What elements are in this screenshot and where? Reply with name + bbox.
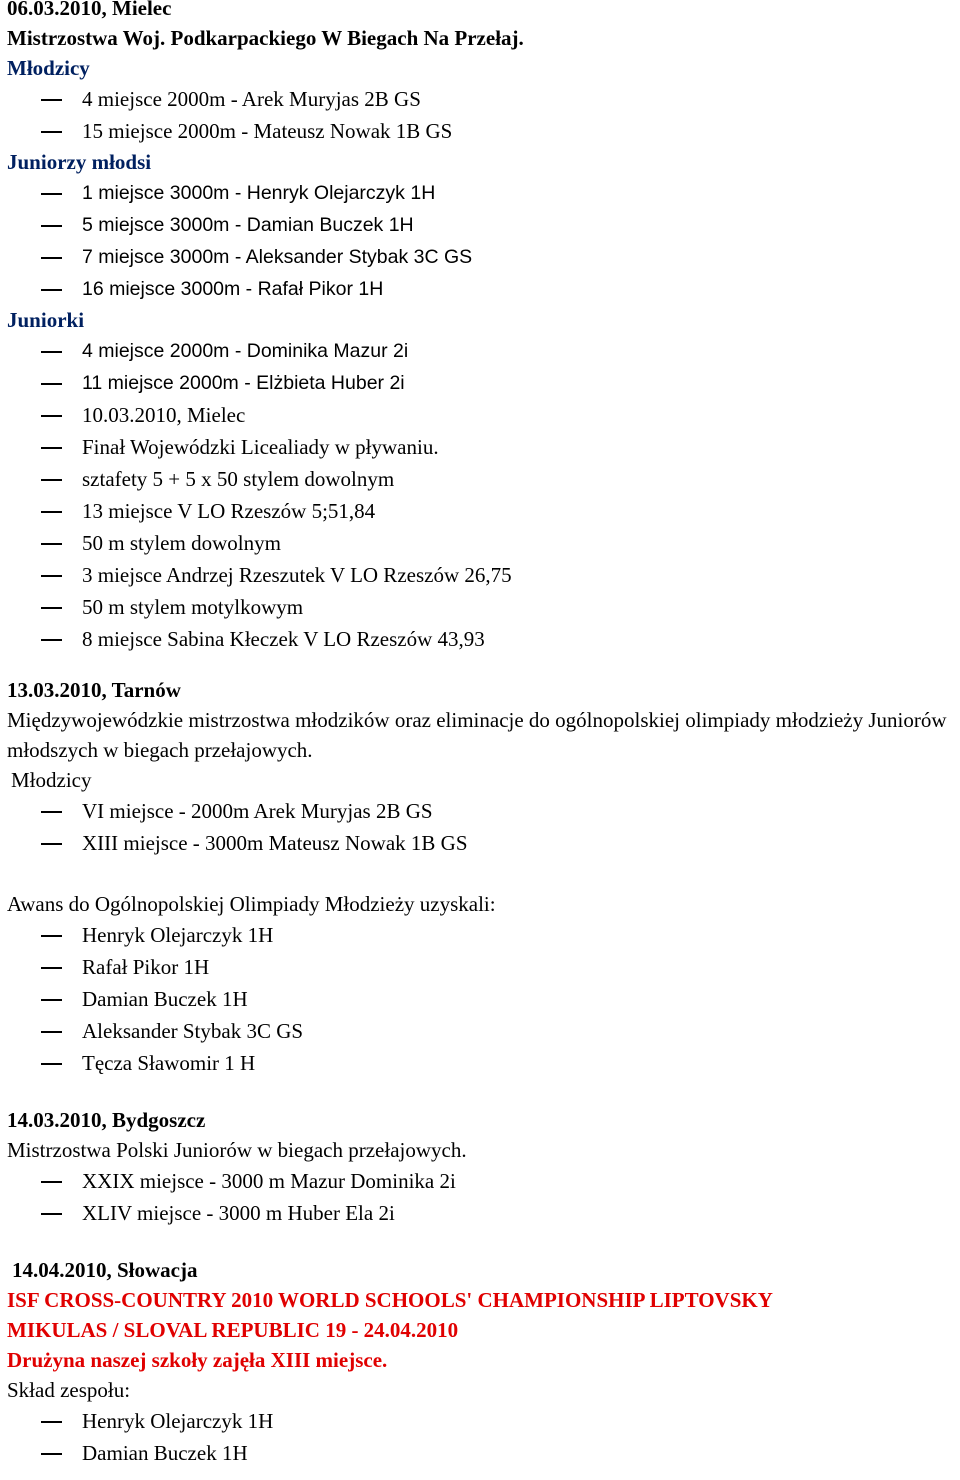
list-item: 50 m stylem dowolnym [7, 527, 957, 559]
awans-list [7, 919, 957, 1079]
dash-bullet-icon [41, 843, 62, 845]
list-item: 16 miejsce 3000m - Rafał Pikor 1H [7, 273, 957, 305]
dash-bullet-icon [41, 257, 62, 259]
championship-title: MIKULAS / SLOVAL REPUBLIC 19 - 24.04.2010 [7, 1318, 459, 1342]
list-item: Henryk Olejarczyk 1H [7, 1405, 957, 1437]
section-description: Międzywojewódzkie mistrzostwa młodzików oraz eliminacje do ogólnopolskiej olimpiady młodzieży Juniorów młodszych w biegach przełajowych. [7, 708, 947, 762]
dash-bullet-icon [41, 575, 62, 577]
dash-bullet-icon [41, 447, 62, 449]
team-result: Drużyna naszej szkoły zajęła XIII miejsce. [7, 1348, 388, 1372]
list-item: Rafał Pikor 1H [7, 951, 957, 983]
list-item: Damian Buczek 1H [7, 983, 957, 1015]
list-item: 3 miejsce Andrzej Rzeszutek V LO Rzeszów 26,75 [7, 559, 957, 591]
section-description: Mistrzostwa Polski Juniorów w biegach przełajowych. [7, 1138, 467, 1162]
section-date-slowacja: 14.04.2010, Słowacja [12, 1258, 198, 1282]
awans-heading: Awans do Ogólnopolskiej Olimpiady Młodzieży uzyskali: [7, 892, 496, 916]
list-item: 8 miejsce Sabina Kłeczek V LO Rzeszów 43,93 [7, 623, 957, 655]
dash-bullet-icon [41, 1421, 62, 1423]
list-item: XLIV miejsce - 3000 m Huber Ela 2i [7, 1197, 957, 1229]
list-item: sztafety 5 + 5 x 50 stylem dowolnym [7, 463, 957, 495]
dash-bullet-icon [41, 935, 62, 937]
dash-bullet-icon [41, 999, 62, 1001]
list-item: 7 miejsce 3000m - Aleksander Stybak 3C GS [7, 241, 957, 273]
result-list [7, 83, 957, 147]
dash-bullet-icon [41, 811, 62, 813]
category-heading: Młodzicy [7, 56, 90, 80]
dash-bullet-icon [41, 1181, 62, 1183]
dash-bullet-icon [41, 1031, 62, 1033]
list-item: 5 miejsce 3000m - Damian Buczek 1H [7, 209, 957, 241]
dash-bullet-icon [41, 607, 62, 609]
championship-title: ISF CROSS-COUNTRY 2010 WORLD SCHOOLS' CHAMPIONSHIP LIPTOVSKY [7, 1288, 773, 1312]
dash-bullet-icon [41, 1213, 62, 1215]
list-item: Henryk Olejarczyk 1H [7, 919, 957, 951]
section-date-bydgoszcz: 14.03.2010, Bydgoszcz [7, 1108, 206, 1132]
list-item: 50 m stylem motylkowym [7, 591, 957, 623]
dash-bullet-icon [41, 1063, 62, 1065]
dash-bullet-icon [41, 193, 62, 195]
category-heading: Młodzicy [11, 768, 92, 792]
section-date-mielec: 06.03.2010, Mielec [7, 0, 172, 20]
list-item: Aleksander Stybak 3C GS [7, 1015, 957, 1047]
result-list [7, 177, 957, 305]
category-heading: Juniorki [7, 308, 85, 332]
dash-bullet-icon [41, 131, 62, 133]
list-item: 11 miejsce 2000m - Elżbieta Huber 2i [7, 367, 957, 399]
dash-bullet-icon [41, 225, 62, 227]
list-item: Damian Buczek 1H [7, 1437, 957, 1469]
list-item: Finał Wojewódzki Licealiady w pływaniu. [7, 431, 957, 463]
dash-bullet-icon [41, 967, 62, 969]
dash-bullet-icon [41, 415, 62, 417]
dash-bullet-icon [41, 479, 62, 481]
dash-bullet-icon [41, 1453, 62, 1455]
dash-bullet-icon [41, 543, 62, 545]
list-item: XIII miejsce - 3000m Mateusz Nowak 1B GS [7, 827, 957, 859]
list-item: 4 miejsce 2000m - Dominika Mazur 2i [7, 335, 957, 367]
list-item: 15 miejsce 2000m - Mateusz Nowak 1B GS [7, 115, 957, 147]
list-item: 1 miejsce 3000m - Henryk Olejarczyk 1H [7, 177, 957, 209]
document [7, 0, 957, 1469]
team-label: Skład zespołu: [7, 1378, 131, 1402]
list-item: 10.03.2010, Mielec [7, 399, 957, 431]
dash-bullet-icon [41, 511, 62, 513]
dash-bullet-icon [41, 351, 62, 353]
dash-bullet-icon [41, 289, 62, 291]
dash-bullet-icon [41, 99, 62, 101]
list-item: 13 miejsce V LO Rzeszów 5;51,84 [7, 495, 957, 527]
section-date-tarnow: 13.03.2010, Tarnów [7, 678, 181, 702]
result-list [7, 335, 957, 655]
list-item: 4 miejsce 2000m - Arek Muryjas 2B GS [7, 83, 957, 115]
team-list [7, 1405, 957, 1469]
dash-bullet-icon [41, 639, 62, 641]
dash-bullet-icon [41, 383, 62, 385]
list-item: Tęcza Sławomir 1 H [7, 1047, 957, 1079]
result-list [7, 795, 957, 859]
list-item: VI miejsce - 2000m Arek Muryjas 2B GS [7, 795, 957, 827]
section-title: Mistrzostwa Woj. Podkarpackiego W Biegach Na Przełaj. [7, 26, 524, 50]
result-list [7, 1165, 957, 1229]
category-heading: Juniorzy młodsi [7, 150, 152, 174]
list-item: XXIX miejsce - 3000 m Mazur Dominika 2i [7, 1165, 957, 1197]
